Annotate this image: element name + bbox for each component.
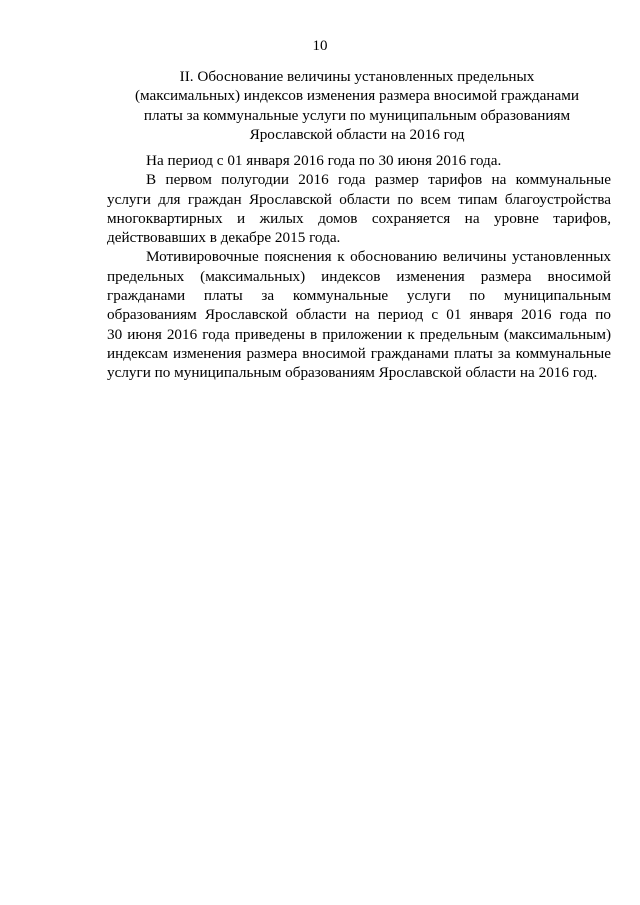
paragraph-line: предельных (максимальных) индексов изменения размера вносимой: [107, 267, 611, 285]
paragraph-line: образованиям Ярославской области на период с 01 января 2016 года по: [107, 306, 611, 324]
paragraph-line: На период с 01 января 2016 года по 30 июня 2016 года.: [146, 152, 502, 169]
paragraph-line: услуги по муниципальным образованиям Ярославской области на 2016 год.: [107, 364, 598, 382]
paragraph-line: Мотивировочные пояснения к обоснованию величины установленных: [146, 248, 611, 266]
section-title-line: Ярославской области на 2016 год: [249, 125, 465, 143]
paragraph-period: [107, 151, 611, 170]
page-number: 10: [312, 38, 328, 54]
paragraph-tariffs: [107, 170, 611, 247]
paragraph-explanations: [107, 247, 611, 382]
paragraph-line: индексам изменения размера вносимой гражданами платы за коммунальные: [107, 344, 611, 362]
paragraph-line: действовавших в декабре 2015 года.: [107, 229, 341, 247]
paragraph-line: 30 июня 2016 года приведены в приложении к предельным (максимальным): [107, 325, 611, 343]
section-title-line: (максимальных) индексов изменения размера вносимой гражданами: [134, 87, 580, 105]
section-title-line: платы за коммунальные услуги по муниципальным образованиям: [143, 106, 571, 124]
body-text: [107, 151, 611, 383]
paragraph-line: гражданами платы за коммунальные услуги по муниципальным: [107, 287, 611, 305]
paragraph-line: многоквартирных и жилых домов сохраняется на уровне тарифов,: [107, 209, 611, 227]
section-title: [104, 67, 610, 144]
paragraph-line: В первом полугодии 2016 года размер тарифов на коммунальные: [146, 171, 611, 189]
section-title-line: II. Обоснование величины установленных предельных: [179, 68, 535, 85]
paragraph-line: услуги для граждан Ярославской области по всем типам благоустройства: [107, 190, 611, 208]
